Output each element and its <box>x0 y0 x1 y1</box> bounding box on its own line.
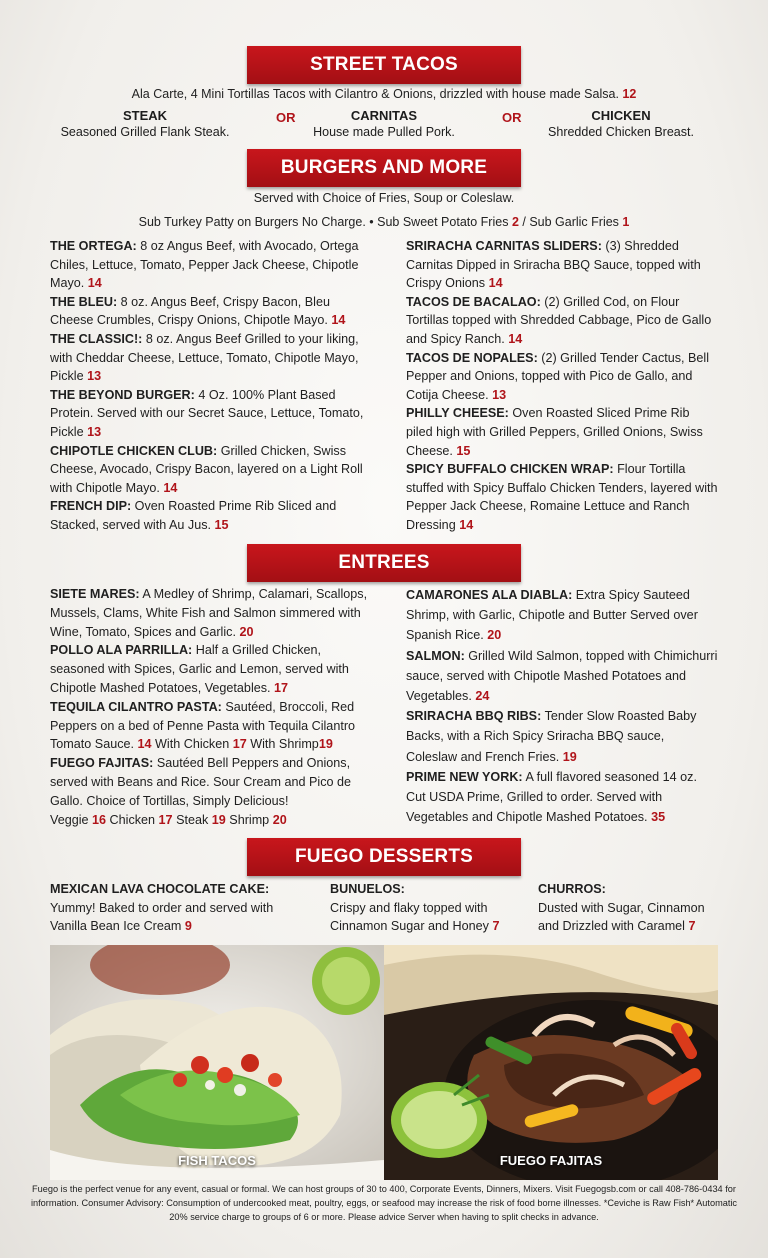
fuego-fajitas-illustration <box>384 945 718 1180</box>
or-separator: OR <box>502 110 522 125</box>
menu-item <box>50 497 368 534</box>
entrees-right-column <box>406 585 718 827</box>
menu-item <box>50 585 368 641</box>
item-desc: Dusted with Sugar, Cinnamon and Drizzled with Caramel <box>538 900 705 934</box>
menu-item <box>406 293 718 349</box>
option-name: CHICKEN <box>591 108 651 123</box>
item-name: CAMARONES ALA DIABLA: <box>406 588 573 602</box>
menu-item <box>406 585 718 646</box>
item-price: 14 <box>87 276 102 291</box>
menu-item <box>406 349 718 405</box>
item-desc: 8 oz Angus Beef, with Avocado, Ortega Chiles, Lettuce, Tomato, Pepper Jack Cheese, Chipotle Mayo. <box>50 239 359 291</box>
item-name: THE BLEU: <box>50 294 118 309</box>
item-price: 20 <box>487 628 502 643</box>
menu-item <box>406 460 718 534</box>
item-name: FUEGO FAJITAS: <box>50 756 154 771</box>
option-label: With Chicken <box>155 737 230 752</box>
menu-item <box>406 404 718 460</box>
item-price: 14 <box>163 480 178 495</box>
option-price: 19 <box>211 812 226 827</box>
menu-item <box>50 386 368 442</box>
item-name: THE CLASSIC!: <box>50 331 143 346</box>
item-price: 7 <box>492 919 500 934</box>
item-desc: Grilled Wild Salmon, topped with Chimichurri sauce, served with Chipotle Mashed Potatoes and Vegetables. <box>406 648 718 704</box>
item-price: 14 <box>508 331 523 346</box>
item-name: POLLO ALA PARRILLA: <box>50 643 193 658</box>
option-name: STEAK <box>122 108 168 123</box>
item-price: 15 <box>214 517 229 532</box>
item-price: 35 <box>651 810 666 825</box>
option-label: With Shrimp <box>250 737 319 752</box>
menu-item <box>50 237 368 293</box>
option-label: Shrimp <box>229 812 270 827</box>
street-tacos-price: 12 <box>622 87 637 101</box>
item-desc: Yummy! Baked to order and served with Vanilla Bean Ice Cream <box>50 900 274 934</box>
dessert-item <box>538 880 728 936</box>
item-price: 15 <box>456 443 471 458</box>
menu-item <box>50 442 368 498</box>
item-price: 13 <box>87 369 102 384</box>
item-price: 13 <box>492 387 507 402</box>
option-label: Chicken <box>109 812 156 827</box>
entrees-left-column <box>50 585 368 829</box>
burgers-right-column <box>406 237 718 535</box>
item-name: THE BEYOND BURGER: <box>50 387 195 402</box>
option-label: Veggie <box>50 812 89 827</box>
sub-price-b: 1 <box>622 215 630 229</box>
item-price: 14 <box>488 276 503 291</box>
item-desc: Sautéed, Broccoli, Red Peppers on a bed of Penne Pasta with Tequila Cilantro Tomato Sauce. <box>50 699 356 752</box>
sub-text-a: Sub Turkey Patty on Burgers No Charge. • Sub Sweet Potato Fries <box>138 215 509 229</box>
item-name: SRIRACHA CARNITAS SLIDERS: <box>406 239 602 253</box>
item-price: 24 <box>475 689 490 704</box>
item-name: MEXICAN LAVA CHOCOLATE CAKE: <box>50 882 270 896</box>
street-tacos-description <box>0 87 768 101</box>
entrees-banner <box>247 544 521 582</box>
item-name: THE ORTEGA: <box>50 239 137 253</box>
burgers-left-column <box>50 237 368 535</box>
menu-item <box>50 293 368 330</box>
menu-item <box>406 706 718 767</box>
item-price: 7 <box>688 919 696 934</box>
street-tacos-banner <box>247 46 521 84</box>
item-desc: Flour Tortilla stuffed with Spicy Buffalo Chicken Tenders, layered with Pepper Jack Cheese, Romaine Lettuce and Ranch Dressing <box>406 462 718 532</box>
item-price: 14 <box>137 737 152 752</box>
item-desc: Tender Slow Roasted Baby Backs, with a Rich Spicy Sriracha BBQ sauce, Coleslaw and French Fries. <box>406 709 697 764</box>
desserts-banner <box>247 838 521 876</box>
item-name: BUNUELOS: <box>330 882 405 896</box>
item-name: SRIRACHA BBQ RIBS: <box>406 709 542 724</box>
item-price: 13 <box>87 424 102 439</box>
taco-option-chicken <box>528 108 714 140</box>
taco-option-carnitas <box>290 108 478 140</box>
burgers-served-note: Served with Choice of Fries, Soup or Coleslaw. <box>253 191 515 205</box>
item-desc: A Medley of Shrimp, Calamari, Scallops, Mussels, Clams, White Fish and Salmon simmered with Wine, Tomato, Spices and Garlic. <box>50 587 368 639</box>
item-name: CHIPOTLE CHICKEN CLUB: <box>50 443 218 458</box>
option-price: 17 <box>232 737 247 752</box>
item-name: SIETE MARES: <box>50 587 140 601</box>
street-tacos-title: STREET TACOS <box>310 54 458 75</box>
menu-item <box>406 237 718 293</box>
sub-text-b: / Sub Garlic Fries <box>522 215 619 229</box>
option-price: 17 <box>158 812 173 827</box>
item-desc: A full flavored seasoned 14 oz. Cut USDA Prime, Grilled to order. Served with Vegetables and Chipotle Mashed Potatoes. <box>406 769 697 825</box>
item-name: FRENCH DIP: <box>50 499 132 514</box>
item-name: PRIME NEW YORK: <box>406 769 523 784</box>
item-name: SPICY BUFFALO CHICKEN WRAP: <box>406 462 614 477</box>
item-name: TACOS DE NOPALES: <box>406 350 538 365</box>
street-tacos-desc-text: Ala Carte, 4 Mini Tortillas Tacos with Cilantro & Onions, drizzled with house made Salsa. <box>131 87 619 101</box>
burgers-title: BURGERS AND MORE <box>280 157 488 178</box>
entrees-title: ENTREES <box>338 552 430 573</box>
burgers-banner <box>247 149 521 187</box>
item-price: 14 <box>459 517 474 532</box>
fuego-fajitas-photo <box>384 945 718 1180</box>
item-desc: Extra Spicy Sauteed Shrimp, with Garlic, Chipotle and Butter Served over Spanish Rice. <box>406 588 698 643</box>
footer-notice: Fuego is the perfect venue for any event, casual or formal. We can host groups of 30 to 400, Corporate Events, Dinners, Mixers. Visit Fuegogsb.com or call 408-786-0434 for information. Consumer Advisory: Consumption of undercooked meat, poultry, eggs, or seafood may increase the risk of food borne illnesses. *Ceviche is Raw Fish* Automatic 20% service charge to groups of 6 or more. Please advice Server when having to split checks in advance. <box>30 1184 738 1222</box>
option-price: 20 <box>272 812 287 827</box>
item-name: TACOS DE BACALAO: <box>406 294 541 309</box>
item-desc: Grilled Chicken, Swiss Cheese, Avocado, Crispy Bacon, layered on a Light Roll with Chipotle Mayo. <box>50 443 363 495</box>
option-desc: Shredded Chicken Breast. <box>548 125 694 139</box>
desserts-title: FUEGO DESSERTS <box>294 846 474 867</box>
taco-option-steak <box>40 108 250 140</box>
item-name: PHILLY CHEESE: <box>406 406 509 421</box>
item-name: SALMON: <box>406 648 465 663</box>
item-desc: Crispy and flaky topped with Cinnamon Sugar and Honey <box>330 900 489 934</box>
option-price: 19 <box>318 737 333 752</box>
item-desc: 8 oz. Angus Beef Grilled to your liking, with Cheddar Cheese, Lettuce, Tomato, Chipotle Mayo, Pickle <box>50 331 359 384</box>
menu-item <box>50 330 368 386</box>
item-price: 9 <box>184 919 192 934</box>
item-desc: Oven Roasted Prime Rib Sliced and Stacked, served with Au Jus. <box>50 499 337 532</box>
option-desc: House made Pulled Pork. <box>313 125 455 139</box>
or-separator: OR <box>276 110 296 125</box>
menu-item <box>406 767 718 828</box>
fish-tacos-illustration <box>50 945 384 1180</box>
option-desc: Seasoned Grilled Flank Steak. <box>60 125 230 139</box>
item-name: CHURROS: <box>538 882 606 896</box>
item-desc: 4 Oz. 100% Plant Based Protein. Served with our Secret Sauce, Lettuce, Tomato, Pickle <box>50 387 364 439</box>
item-desc: Half a Grilled Chicken, seasoned with Spices, Garlic and Lemon, served with Chipotle Mashed Potatoes, Vegetables. <box>50 643 349 695</box>
item-desc: (2) Grilled Cod, on Flour Tortillas topped with Shredded Cabbage, Pico de Gallo and Spicy Ranch. <box>406 294 712 346</box>
item-desc: (2) Grilled Tender Cactus, Bell Pepper and Onions, topped with Pico de Gallo, and Cotija Cheese. <box>406 350 710 402</box>
item-desc: (3) Shredded Carnitas Dipped in Sriracha BBQ Sauce, topped with Crispy Onions <box>406 239 701 291</box>
menu-item-tequila-pasta <box>50 698 368 754</box>
menu-item <box>50 641 368 697</box>
item-desc: Sautéed Bell Peppers and Onions, served with Beans and Rice. Sour Cream and Pico de Gallo. Choice of Tortillas, Simply Delicious! <box>50 756 352 808</box>
item-price: 14 <box>331 313 346 328</box>
option-price: 16 <box>92 812 107 827</box>
fish-tacos-photo <box>50 945 384 1180</box>
item-price: 17 <box>274 680 289 695</box>
option-name: CARNITAS <box>350 108 418 123</box>
fuego-fajitas-caption: FUEGO FAJITAS <box>499 1153 603 1168</box>
sub-price-a: 2 <box>511 215 519 229</box>
fish-tacos-caption: FISH TACOS <box>178 1153 256 1168</box>
item-price: 19 <box>562 749 577 764</box>
item-desc: 8 oz. Angus Beef, Crispy Bacon, Bleu Cheese Crumbles, Crispy Onions, Chipotle Mayo. <box>50 294 330 328</box>
menu-item-fuego-fajitas <box>50 754 368 829</box>
item-price: 20 <box>239 624 254 639</box>
dessert-item <box>330 880 510 936</box>
menu-item <box>406 646 718 707</box>
item-desc: Oven Roasted Sliced Prime Rib piled high with Grilled Peppers, Grilled Onions, Swiss Cheese. <box>406 406 703 458</box>
dessert-item <box>50 880 290 936</box>
option-label: Steak <box>176 812 209 827</box>
item-name: TEQUILA CILANTRO PASTA: <box>50 699 222 714</box>
burgers-substitution-note <box>0 215 768 229</box>
